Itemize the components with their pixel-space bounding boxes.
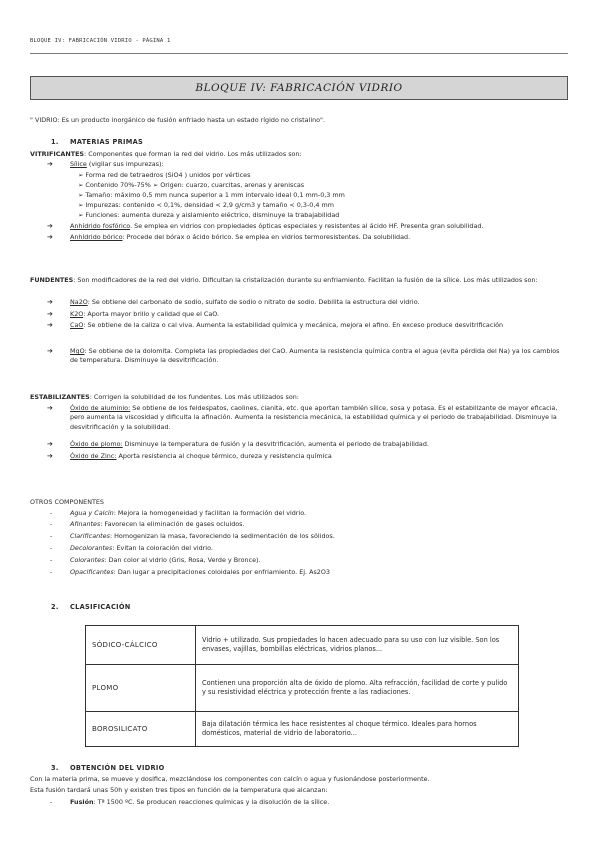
estabilizante-name: Óxido de Zinc: [70, 452, 117, 460]
vitrificantes-label: VITRIFICANTES [30, 150, 85, 158]
section-3-title: OBTENCIÓN DEL VIDRIO [70, 764, 165, 772]
fundente-text: : Aporta mayor brillo y calidad que el CaO. [83, 310, 220, 318]
otros-name: Decolorantes [70, 544, 113, 552]
fosforico-item [70, 222, 483, 231]
otros-item [70, 568, 330, 577]
borico-name: Anhídrido bórico [70, 233, 123, 241]
arrow-bullet-icon: ➔ [47, 233, 53, 241]
fundente-name: K2O [70, 310, 84, 318]
table-row [86, 712, 519, 747]
fundente-item [70, 347, 568, 366]
table-row [86, 626, 519, 665]
section-1-title: MATERIAS PRIMAS [70, 138, 144, 146]
estabilizantes-paragraph [30, 393, 299, 402]
dash-bullet-icon: - [50, 568, 53, 576]
glass-type-cell: BOROSILICATO [86, 712, 196, 747]
silice-point: ➢ Forma red de tetraedros (SiO4 ) unidos por vértices [78, 171, 251, 179]
otros-name: Agua y Calcín [70, 509, 114, 517]
arrow-bullet-icon: ➔ [47, 310, 53, 318]
dash-bullet-icon: - [50, 556, 53, 564]
dash-bullet-icon: - [50, 798, 53, 806]
borico-item [70, 233, 410, 242]
silice-name: Sílice [70, 160, 87, 168]
otros-item [70, 520, 245, 529]
glass-desc-cell: Baja dilatación térmica les hace resistentes al choque térmico. Ideales para hornos domésticos, material de vidrio de laboratorio... [196, 712, 519, 747]
arrow-bullet-icon: ➔ [47, 440, 53, 448]
dash-bullet-icon: - [50, 520, 53, 528]
estabilizantes-label: ESTABILIZANTES [30, 393, 90, 401]
otros-text: : Mejora la homogeneidad y facilitan la formación del vidrio. [113, 509, 307, 517]
fundente-name: CaO [70, 321, 84, 329]
fosforico-name: Anhídrido fosfórico [70, 222, 131, 230]
section-1-number: 1. [51, 138, 59, 146]
silice-point: ➢ Contenido 70%-75% ➢ Origen: cuarzo, cuarcitas, arenas y areniscas [78, 181, 305, 189]
dash-bullet-icon: - [50, 544, 53, 552]
fundente-item [70, 321, 568, 330]
estabilizante-text: Se obtiene de los feldespatos, caolines, cianita, etc. que aportan también sílice, sosa y potasa. Es el estabilizante de mayor eficacia, pero aumenta la viscosidad y dificulta la afinación. Aumenta la resistencia mecánica, la estabilidad química y el periodo de trabajabilidad. Disminuye la desvitrificación y la solubilidad. [70, 404, 558, 431]
fundentes-label: FUNDENTES [30, 276, 74, 284]
fusion-text: : Tª 1500 ºC. Se producen reacciones químicas y la disolución de la sílice. [93, 798, 330, 806]
arrow-bullet-icon: ➔ [47, 321, 53, 329]
otros-text: : Evitan la coloración del vidrio. [112, 544, 213, 552]
fundente-name: MgO [70, 347, 85, 355]
otros-text: : Favorecen la eliminación de gases ocluidos. [100, 520, 245, 528]
otros-label: OTROS COMPONENTES [30, 498, 104, 506]
dash-bullet-icon: - [50, 532, 53, 540]
arrow-bullet-icon: ➔ [47, 404, 53, 412]
estabilizante-name: Óxido de plomo: [70, 440, 123, 448]
vitrificantes-paragraph [30, 150, 302, 159]
otros-item [70, 556, 261, 565]
obtencion-line: Esta fusión tardará unas 50h y existen tres tipos en función de la temperatura que alcanzan: [30, 786, 328, 794]
fundente-name: Na2O [70, 298, 88, 306]
otros-item [70, 509, 306, 518]
otros-item [70, 544, 213, 553]
fundente-item [70, 298, 420, 307]
section-2-title: CLASIFICACIÓN [70, 603, 131, 611]
estabilizante-text: Aporta resistencia al choque térmico, dureza y resistencia química [116, 452, 332, 460]
silice-desc: (vigilar sus impurezas): [86, 160, 164, 168]
arrow-bullet-icon: ➔ [47, 347, 53, 355]
borico-desc: : Procede del bórax o ácido bórico. Se emplea en vidrios termoresistentes. Da solubilidad. [122, 233, 411, 241]
glass-type-cell: PLOMO [86, 665, 196, 712]
fundente-item [70, 310, 219, 319]
silice-point: ➢ Tamaño: máximo 0,5 mm nunca superior a 1 mm intervalo ideal 0,1 mm-0,3 mm [78, 191, 345, 199]
fundente-text: : Se obtiene de la caliza o cal viva. Aumenta la estabilidad química y mecánica, mejora el afino. En exceso produce desvitrificación [83, 321, 504, 329]
glass-desc-cell: Vidrio + utilizado. Sus propiedades lo hacen adecuado para su uso con luz visible. Son los envases, vajillas, bombillas eléctricas, vidrios planos... [196, 626, 519, 665]
vitrificantes-desc: : Componentes que forman la red del vidrio. Los más utilizados son: [84, 150, 302, 158]
otros-name: Clarificantes [70, 532, 110, 540]
running-header: BLOQUE IV: FABRICACIÓN VIDRIO - PÁGINA 1 [30, 38, 171, 44]
silice-point: ➢ Impurezas: contenido < 0,1%, densidad < 2,9 g/cm3 y tamaño < 0,3-0,4 mm [78, 201, 334, 209]
obtencion-line: Con la materia prima, se mueve y dosifica, mezclándose los componentes con calcín o agua y fusionándose posteriormente. [30, 775, 430, 783]
glass-type-cell: SÓDICO-CÁLCICO [86, 626, 196, 665]
fundente-text: : Se obtiene de la dolomita. Completa las propiedades del CaO. Aumenta la resistencia química contra el agua (evita pérdida del Na) ya los cambios de temperatura. Disminuye la desvitrificación. [70, 347, 560, 365]
table-row [86, 665, 519, 712]
otros-text: : Homogenizan la masa, favoreciendo la sedimentación de los sólidos. [109, 532, 335, 540]
otros-name: Opacificantes [70, 568, 114, 576]
arrow-bullet-icon: ➔ [47, 298, 53, 306]
otros-text: : Dan lugar a precipitaciones coloidales por enfriamiento. Ej. As2O3 [113, 568, 330, 576]
silice-point: ➢ Funciones: aumenta dureza y aislamiento eléctrico, disminuye la trabajabilidad [78, 211, 340, 219]
arrow-bullet-icon: ➔ [47, 452, 53, 460]
otros-text: : Dan color al vidrio (Gris, Rosa, Verde y Bronce). [104, 556, 261, 564]
fusion-item [70, 798, 329, 807]
header-divider [30, 53, 568, 54]
estabilizante-item [70, 440, 429, 449]
fundentes-desc: : Son modificadores de la red del vidrio. Dificultan la cristalización durante su enfriamiento. Facilitan la fusión de la sílice. Los más utilizados son: [73, 276, 538, 284]
page-title: BLOQUE IV: FABRICACIÓN VIDRIO [30, 76, 568, 100]
glass-desc-cell: Contienen una proporción alta de óxido de plomo. Alta refracción, facilidad de corte y pulido y su resistividad eléctrica y protección frente a las radiaciones. [196, 665, 519, 712]
estabilizante-text: Disminuye la temperatura de fusión y la desvitrificación, aumenta el periodo de trabajabilidad. [122, 440, 429, 448]
fundente-text: : Se obtiene del carbonato de sodio, sulfato de sodio o nitrato de sodio. Debilita la estructura del vidrio. [87, 298, 420, 306]
fosforico-desc: . Se emplea en vidrios con propiedades ópticas especiales y resistentes al ácido HF. Presenta gran solubilidad. [130, 222, 484, 230]
estabilizante-name: Óxido de aluminio: [70, 404, 131, 412]
dash-bullet-icon: - [50, 509, 53, 517]
arrow-bullet-icon: ➔ [47, 222, 53, 230]
otros-name: Colorantes [70, 556, 105, 564]
estabilizante-item [70, 404, 568, 432]
silice-item [70, 160, 164, 169]
otros-item [70, 532, 335, 541]
fusion-name: Fusión [70, 798, 94, 806]
intro-definition: " VIDRIO: Es un producto inorgánico de fusión enfriado hasta un estado rígido no cristalino". [30, 116, 326, 124]
estabilizantes-desc: : Corrigen la solubilidad de los fundentes. Los más utilizados son: [89, 393, 299, 401]
estabilizante-item [70, 452, 332, 461]
arrow-bullet-icon: ➔ [47, 160, 53, 168]
section-3-number: 3. [51, 764, 59, 772]
otros-name: Afinantes [70, 520, 101, 528]
fundentes-paragraph [30, 276, 570, 285]
classification-table [85, 625, 519, 747]
section-2-number: 2. [51, 603, 59, 611]
